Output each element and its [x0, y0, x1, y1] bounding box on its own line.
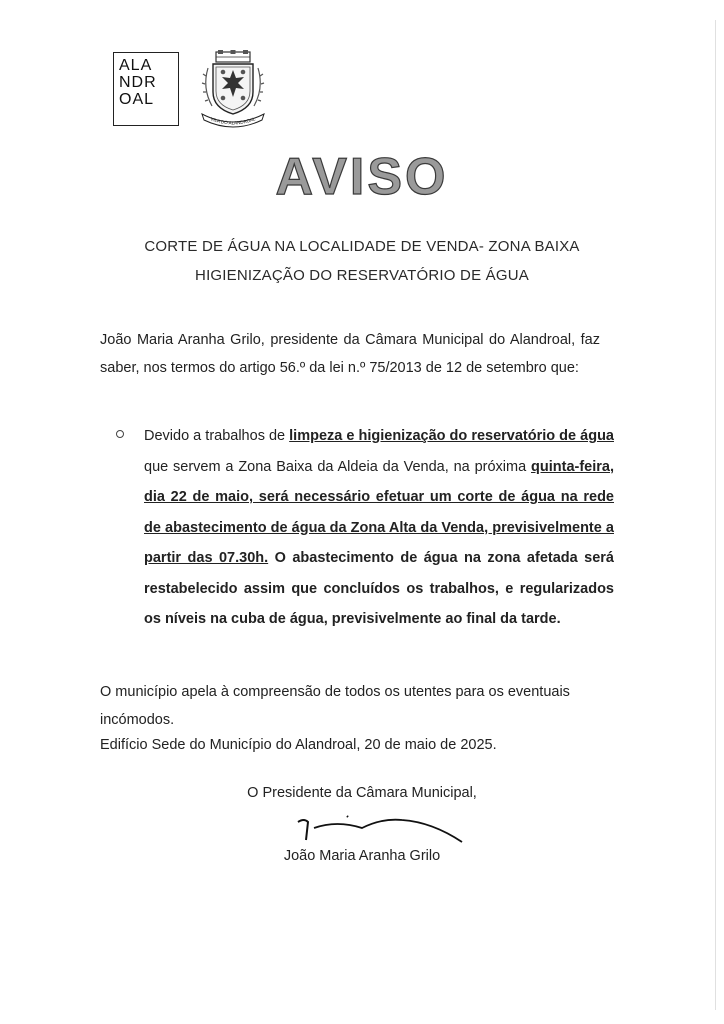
bullet-text-date-time: quinta-feira, dia 22 de maio, será necessário efetuar um corte de água na rede de abastecimento de água da Zona Alta da Venda, previsivelmente a partir das 07.30h.: [144, 458, 614, 566]
subtitle-reservoir: HIGIENIZAÇÃO DO RESERVATÓRIO DE ÁGUA: [195, 267, 529, 284]
handwritten-signature: [292, 808, 472, 846]
logo-line-1: ALA: [119, 57, 153, 74]
bullet-text-works: limpeza e higienização do reservatório de água: [289, 428, 614, 444]
municipality-logo: [113, 52, 179, 126]
bullet-text: [144, 421, 614, 635]
signer-name: João Maria Aranha Grilo: [283, 848, 441, 864]
closing-paragraph: O município apela à compreensão de todos os utentes para os eventuais incómodos.: [100, 684, 570, 728]
intro-paragraph: João Maria Aranha Grilo, presidente da Câmara Municipal do Alandroal, faz saber, nos termos do artigo 56.º da lei n.º 75/2013 de 12 de setembro que:: [100, 332, 600, 376]
logo-line-3: OAL: [119, 91, 155, 108]
logo-line-2: NDR: [119, 74, 157, 91]
bullet-text-area: que servem a Zona Baixa da Aldeia da Venda, na próxima: [144, 458, 532, 475]
coat-of-arms-icon: [196, 50, 270, 128]
bullet-icon: [116, 430, 124, 438]
subtitle-water-cut: CORTE DE ÁGUA NA LOCALIDADE DE VENDA- ZONA BAIXA: [144, 238, 580, 255]
place-date: Edifício Sede do Município do Alandroal, 20 de maio de 2025.: [100, 737, 497, 753]
bullet-text-restore: O abastecimento de água na zona afetada será restabelecido assim que concluídos os trabalhos, e regularizados os níveis na cuba de água, previsivelmente ao final da tarde.: [144, 550, 614, 627]
signature-title: O Presidente da Câmara Municipal,: [247, 785, 477, 801]
page-title: AVISO: [275, 148, 449, 206]
crest-motto-text: VILA DO ALANDROAL: [209, 116, 257, 126]
bullet-text-intro: Devido a trabalhos de: [144, 428, 290, 444]
